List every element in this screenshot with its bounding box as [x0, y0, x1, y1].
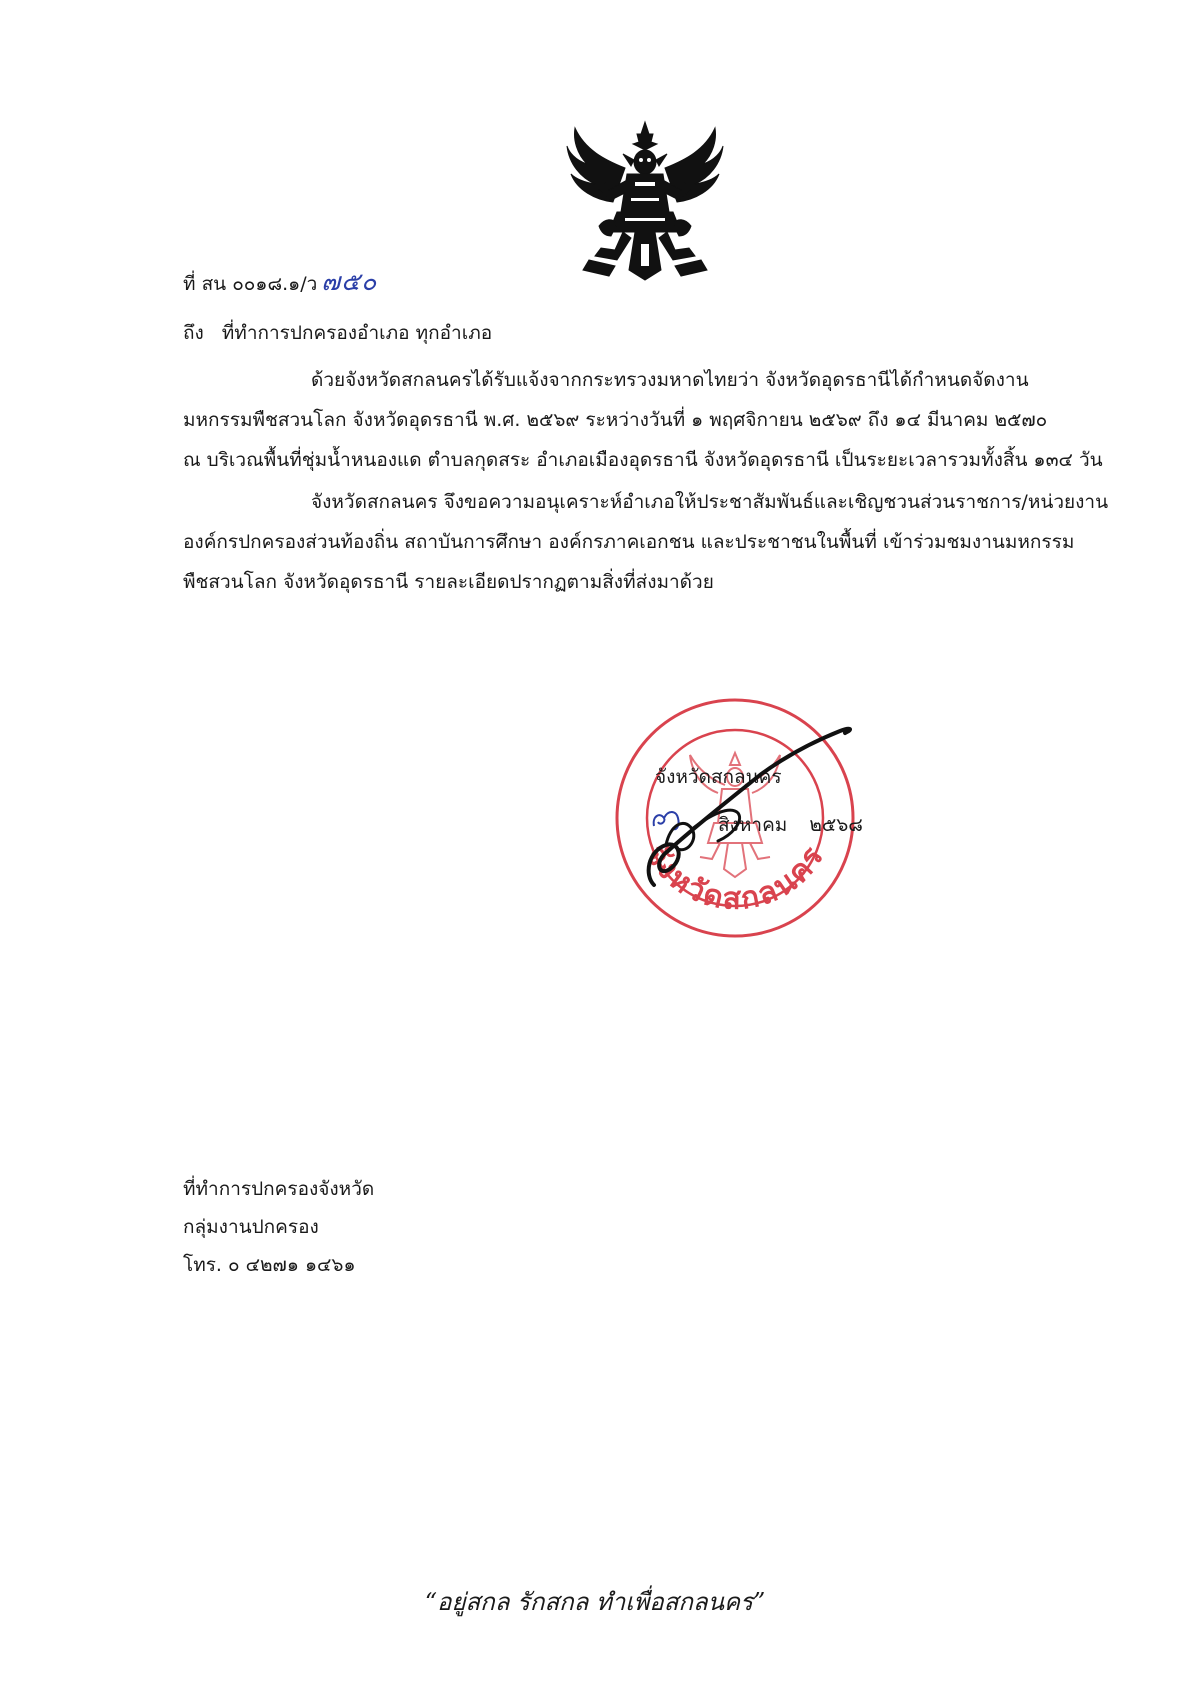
office-name: ที่ทำการปกครองจังหวัด [183, 1178, 375, 1200]
garuda-emblem-icon [565, 120, 725, 282]
reference-handwritten-number: ๗๕๐ [321, 267, 378, 296]
signature-province: จังหวัดสกลนคร [655, 766, 782, 788]
paragraph-line: ณ บริเวณพื้นที่ชุ่มน้ำหนองแด ตำบลกุดสระ อำเภอเมืองอุดรธานี จังหวัดอุดรธานี เป็นระยะเวลารวมทั้งสิ้น ๑๓๔ วัน [183, 449, 1103, 471]
signature-year: ๒๕๖๘ [809, 814, 863, 836]
footer-slogan: “อยู่สกล รักสกล ทำเพื่อสกลนคร” [424, 1588, 766, 1616]
stamp-text: จังหวัดสกลนคร [638, 839, 832, 917]
signature-month: สิงหาคม [718, 814, 788, 836]
paragraph-line: จังหวัดสกลนคร จึงขอความอนุเคราะห์อำเภอให้ประชาสัมพันธ์และเชิญชวนส่วนราชการ/หน่วยงาน [311, 491, 1109, 513]
body-paragraph-1 [183, 360, 1103, 480]
recipient-line [183, 318, 492, 348]
paragraph-line: พืชสวนโลก จังหวัดอุดรธานี รายละเอียดปรากฏตามสิ่งที่ส่งมาด้วย [183, 571, 714, 593]
handwritten-signature [640, 725, 885, 900]
paragraph-line: องค์กรปกครองส่วนท้องถิ่น สถาบันการศึกษา องค์กรภาคเอกชน และประชาชนในพื้นที่ เข้าร่วมชมงานมหกรรม [183, 531, 1075, 553]
reference-number [183, 262, 377, 302]
paragraph-line: ด้วยจังหวัดสกลนครได้รับแจ้งจากกระทรวงมหาดไทยว่า จังหวัดอุดรธานีได้กำหนดจัดงาน [311, 369, 1029, 391]
office-phone: โทร. ๐ ๔๒๗๑ ๑๔๖๑ [183, 1254, 356, 1276]
body-paragraph-2 [183, 482, 1109, 602]
paragraph-line: มหกรรมพืชสวนโลก จังหวัดอุดรธานี พ.ศ. ๒๕๖๙ ระหว่างวันที่ ๑ พฤศจิกายน ๒๕๖๙ ถึง ๑๔ มีนาคม ๒๕๗๐ [183, 409, 1048, 431]
reference-prefix: ที่ สน ๐๐๑๘.๑/ว [183, 273, 318, 295]
recipient-name: ที่ทำการปกครองอำเภอ ทุกอำเภอ [221, 322, 493, 344]
office-division: กลุ่มงานปกครอง [183, 1216, 319, 1238]
recipient-label: ถึง [183, 322, 204, 344]
issuing-office [183, 1170, 374, 1284]
